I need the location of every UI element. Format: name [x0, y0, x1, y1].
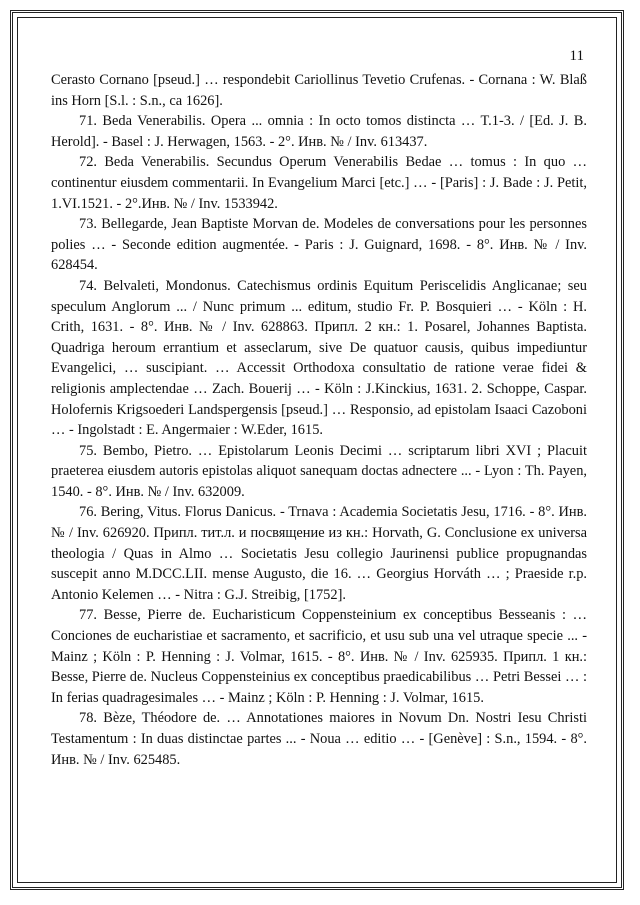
catalog-entry-74: 74. Belvaleti, Mondonus. Catechismus ordinis Equitum Periscelidis Anglicanae; seu speculum Anglorum ... / Nunc primum ... editum, studio Fr. P. Bosquieri … - Köln : H. Crith, 1631. - 8°. Инв. № / Inv. 628863. Припл. 2 кн.: 1. Posarel, Johannes Baptista. Quadriga heroum errantium et asseclarum, sive De quatuor causis, quibus impediuntur Evangelici, … suscipiant. … Accessit Orthodoxa consultatio de ratione verae fidei & religionis amplectendae … Zach. Bouerij … - Köln : J.Kinckius, 1631. 2. Schoppe, Caspar. Holofernis Krigsoederi Landspergensis [pseud.] … Responsio, ad epistolam Isaaci Cazoboni … - Ingolstadt : E. Angermaier : W.Eder, 1615. [51, 277, 587, 439]
page-number: 11 [569, 48, 584, 64]
catalog-entry-76: 76. Bering, Vitus. Florus Danicus. - Trnava : Academia Societatis Jesu, 1716. - 8°. Инв. № / Inv. 626920. Припл. тит.л. и посвящение из кн.: Horvath, G. Conclusione ex universa theologia / Quas in Almo … Societatis Jesu collegio Jaurinensi publice propugnandas suscepit anno M.DCC.LII. mense Augusto, die 16. … Georgius Horváth … ; Praeside r.p. Antonio Kelemen … - Nitra : G.J. Streibig, [1752]. [51, 504, 587, 603]
catalog-entry-continued: Cerasto Cornano [pseud.] … respondebit Cariollinus Tevetio Crufenas. - Cornana : W. Blaß ins Horn [S.l. : S.n., ca 1626]. [51, 72, 587, 109]
catalog-entry-73: 73. Bellegarde, Jean Baptiste Morvan de. Modeles de conversations pour les personnes polies … - Seconde edition augmentée. - Paris : J. Guignard, 1698. - 8°. Инв. № / Inv. 628454. [51, 216, 587, 274]
catalog-entry-72: 72. Beda Venerabilis. Secundus Operum Venerabilis Bedae … tomus : In quo … continentur eiusdem commentarii. In Evangelium Marci [etc.] … - [Paris] : J. Bade : J. Petit, 1.VI.1521. - 2°.Инв. № / Inv. 1533942. [51, 154, 587, 212]
catalog-entries [51, 70, 587, 770]
catalog-entry-75: 75. Bembo, Pietro. … Epistolarum Leonis Decimi … scriptarum libri XVI ; Placuit praeterea eiusdem autoris epistolas aliquot sanequam doctas adnectere ... - Lyon : Th. Payen, 1540. - 8°. Инв. № / Inv. 632009. [51, 442, 587, 500]
catalog-entry-78: 78. Bèze, Théodore de. … Annotationes maiores in Novum Dn. Nostri Iesu Christi Testamentum : In duas distinctae partes ... - Noua … editio … - [Genève] : S.n., 1594. - 8°. Инв. № / Inv. 625485. [51, 710, 587, 768]
catalog-entry-71: 71. Beda Venerabilis. Opera ... omnia : In octo tomos distincta … T.1-3. / [Ed. J. B. Herold]. - Basel : J. Herwagen, 1563. - 2°. Инв. № / Inv. 613437. [51, 113, 587, 150]
catalog-entry-77: 77. Besse, Pierre de. Eucharisticum Coppensteinium ex conceptibus Besseanis : … Conciones de eucharistiae et sacramento, et sacrificio, et usu sub una vel utraque specie ... - Mainz ; Köln : P. Henning : J. Volmar, 1615. - 8°. Инв. № / Inv. 625935. Припл. 1 кн.: Besse, Pierre de. Nucleus Coppensteinius ex conceptibus praedicabilibus … Petri Bessei … : In ferias quadragesimales … - Mainz ; Köln : P. Henning : J. Volmar, 1615. [51, 607, 587, 706]
